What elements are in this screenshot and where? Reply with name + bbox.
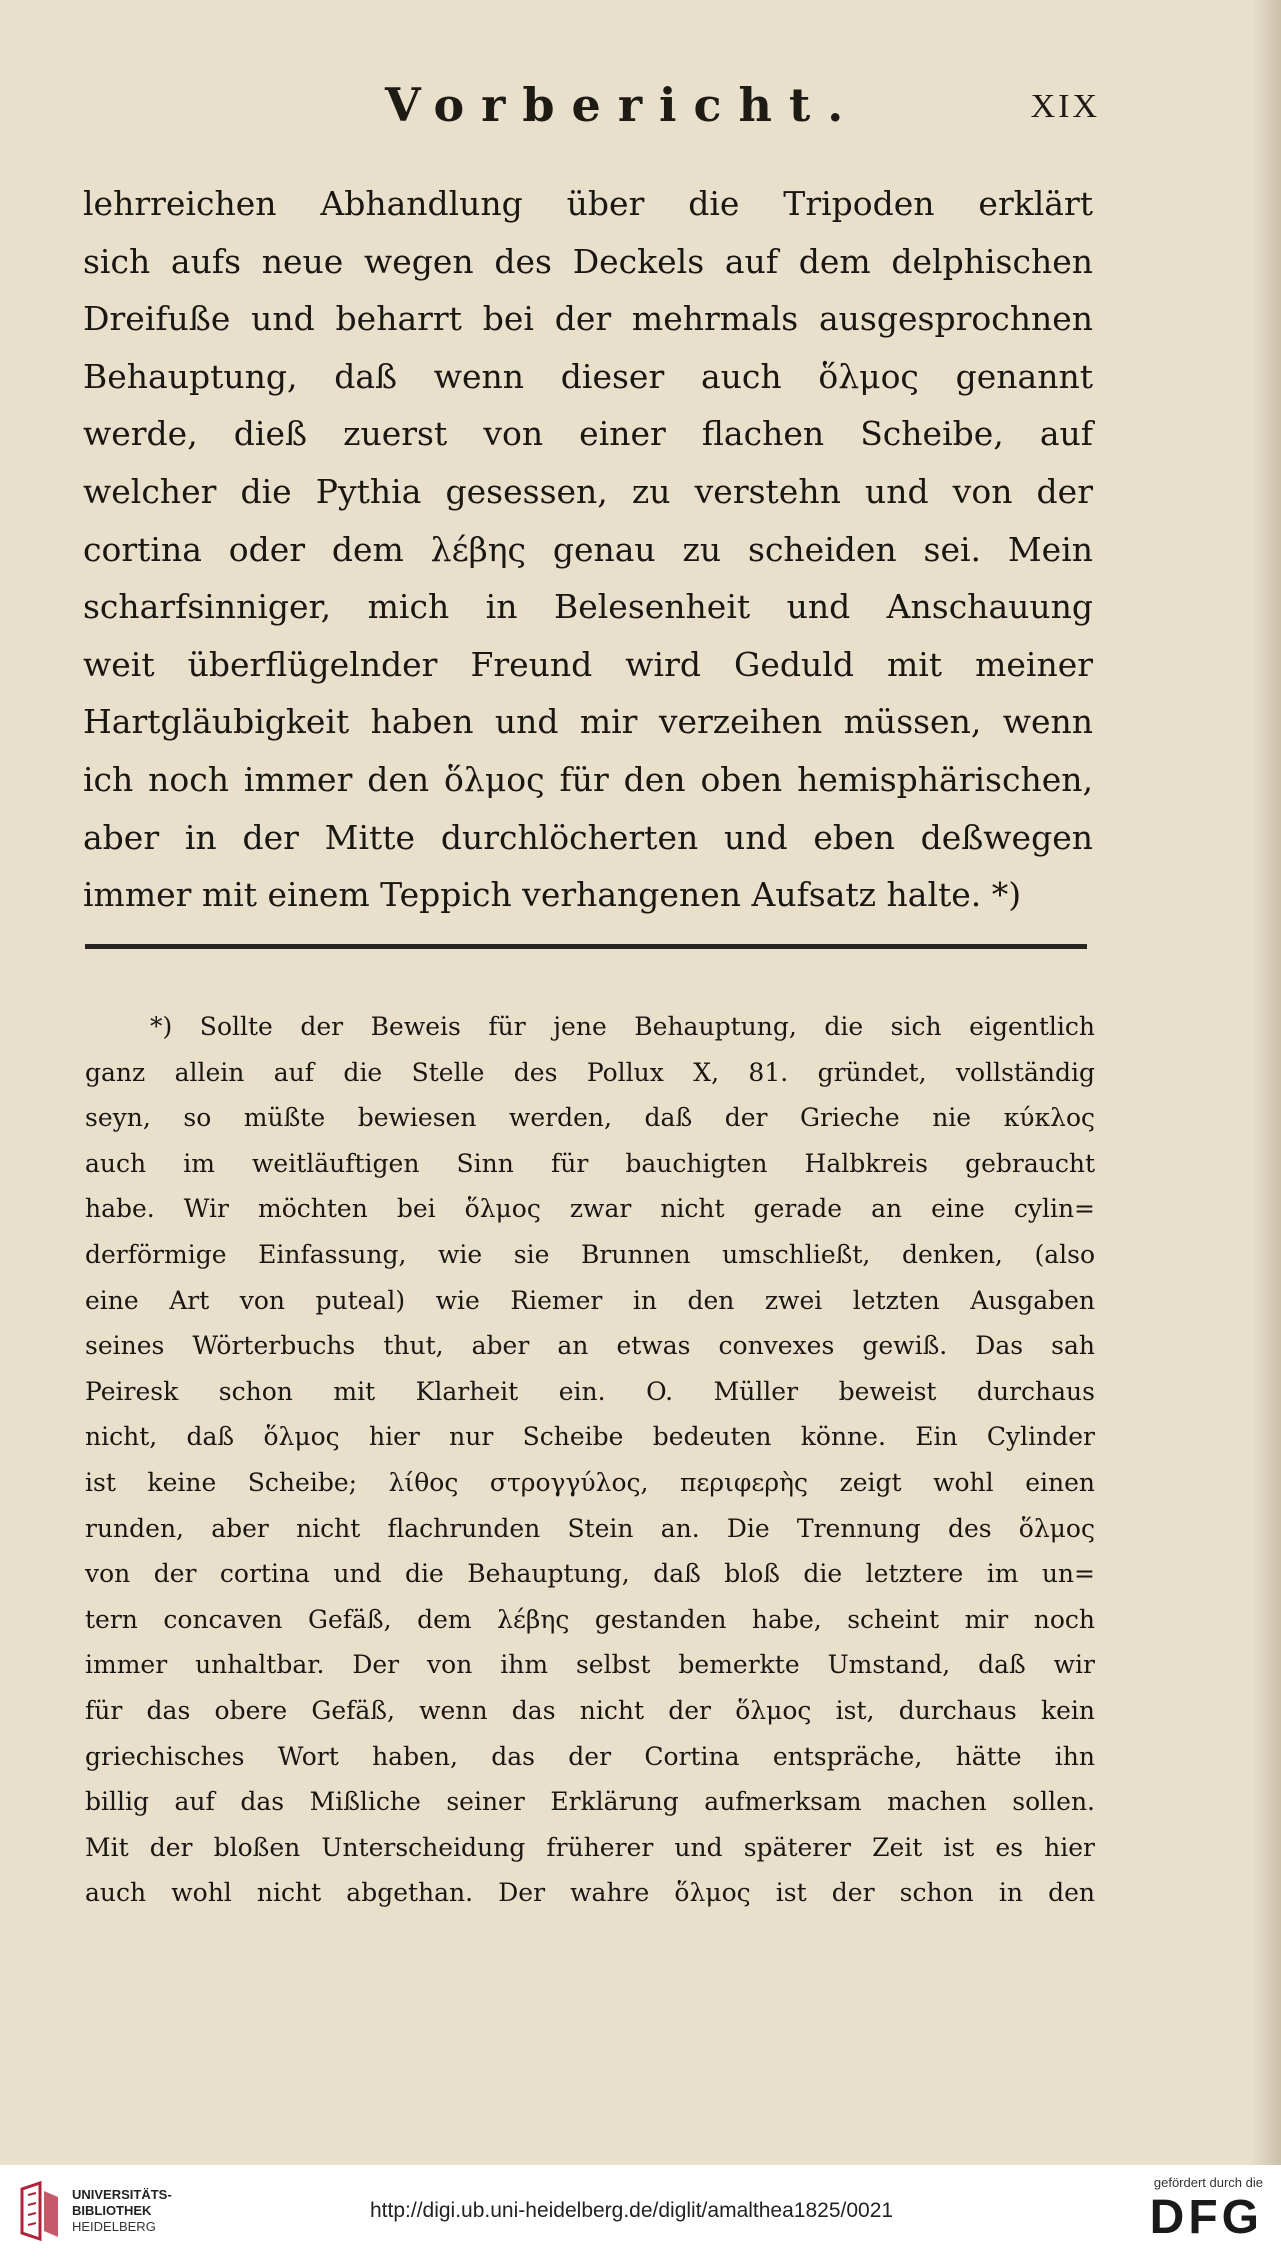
library-name-line: HEIDELBERG [72,2219,156,2234]
text-line: werde, dieß zuerst von einer flachen Scheibe, auf [83,414,1093,454]
footnote-block [85,1004,1095,1916]
footnote-line: nicht, daß ὅλμος hier nur Scheibe bedeuten könne. Ein Cylinder [85,1422,1095,1452]
running-title: Vorbericht. [385,78,861,132]
page-number: XIX [1030,88,1100,125]
footnote-line: *) Sollte der Beweis für jene Behauptung, die sich eigentlich [150,1012,1095,1041]
footnote-line: ganz allein auf die Stelle des Pollux X, 81. gründet, vollständig [85,1057,1095,1087]
text-line: immer mit einem Teppich verhangenen Aufsatz halte. *) [83,875,1022,915]
text-line: lehrreichen Abhandlung über die Tripoden erklärt [83,184,1093,223]
text-line: sich aufs neue wegen des Deckels auf dem delphischen [83,241,1093,281]
footnote-line: runden, aber nicht flachrunden Stein an. Die Trennung des ὅλμος [85,1513,1095,1543]
footnote-line: derförmige Einfassung, wie sie Brunnen umschließt, denken, (also [85,1239,1095,1269]
library-name-line: UNIVERSITÄTS- [72,2187,172,2202]
footnote-line: immer unhaltbar. Der von ihm selbst bemerkte Umstand, daß wir [85,1650,1095,1680]
footnote-line: tern concaven Gefäß, dem λέβης gestanden habe, scheint mir noch [85,1604,1095,1634]
footnote-line: für das obere Gefäß, wenn das nicht der ὅλμος ist, durchaus kein [85,1695,1095,1725]
text-line: weit überflügelnder Freund wird Geduld mit meiner [83,644,1093,684]
funding-label: gefördert durch die [1153,2175,1263,2190]
text-line: Dreifuße und beharrt bei der mehrmals ausgesprochnen [83,299,1093,339]
footnote-line: von der cortina und die Behauptung, daß bloß die letztere im un= [85,1559,1095,1589]
permalink-url[interactable]: http://digi.ub.uni-heidelberg.de/diglit/amalthea1825/0021 [370,2199,894,2222]
funding-credit [1103,2175,1263,2246]
footnote-line: habe. Wir möchten bei ὅλμος zwar nicht gerade an eine cylin= [85,1194,1095,1224]
footnote-line: Mit der bloßen Unterscheidung früherer und späterer Zeit ist es hier [85,1832,1095,1862]
footnote-line: Peiresk schon mit Klarheit ein. O. Müller beweist durchaus [85,1376,1095,1406]
text-line: Hartgläubigkeit haben und mir verzeihen müssen, wenn [83,702,1093,742]
footnote-line: ist keine Scheibe; λίθος στρογγύλος, περιφερὴς zeigt wohl einen [85,1467,1095,1497]
digitization-footer [0,2165,1281,2259]
library-name-line: BIBLIOTHEK [72,2203,152,2218]
text-line: scharfsinniger, mich in Belesenheit und Anschauung [83,587,1093,627]
text-line: ich noch immer den ὅλμος für den oben hemisphärischen, [83,759,1093,799]
dfg-logo: DFG [1149,2191,1263,2244]
footnote-line: auch im weitläuftigen Sinn für bauchigten Halbkreis gebraucht [85,1148,1095,1178]
text-line: welcher die Pythia gesessen, zu verstehn und von der [83,471,1093,511]
footnote-line: eine Art von puteal) wie Riemer in den zwei letzten Ausgaben [85,1285,1095,1315]
footnote-line: seines Wörterbuchs thut, aber an etwas convexes gewiß. Das sah [85,1331,1095,1361]
text-line: cortina oder dem λέβης genau zu scheiden sei. Mein [83,529,1093,569]
footnote-line: seyn, so müßte bewiesen werden, daß der Grieche nie κύκλος [85,1103,1095,1133]
library-name [72,2187,172,2235]
footnote-line: auch wohl nicht abgethan. Der wahre ὅλμος ist der schon in den [85,1878,1095,1908]
text-line: Behauptung, daß wenn dieser auch ὅλμος genannt [83,356,1093,396]
main-text-block [83,175,1093,924]
footnote-line: billig auf das Mißliche seiner Erklärung aufmerksam machen sollen. [85,1787,1095,1817]
page-edge-shadow [1251,0,1281,2165]
footnote-line: griechisches Wort haben, das der Cortina entspräche, hätte ihn [85,1741,1095,1771]
university-library-logo-icon [14,2179,64,2245]
footnote-separator-rule [85,944,1087,949]
page-header [80,78,1100,138]
text-line: aber in der Mitte durchlöcherten und eben deßwegen [83,817,1093,857]
